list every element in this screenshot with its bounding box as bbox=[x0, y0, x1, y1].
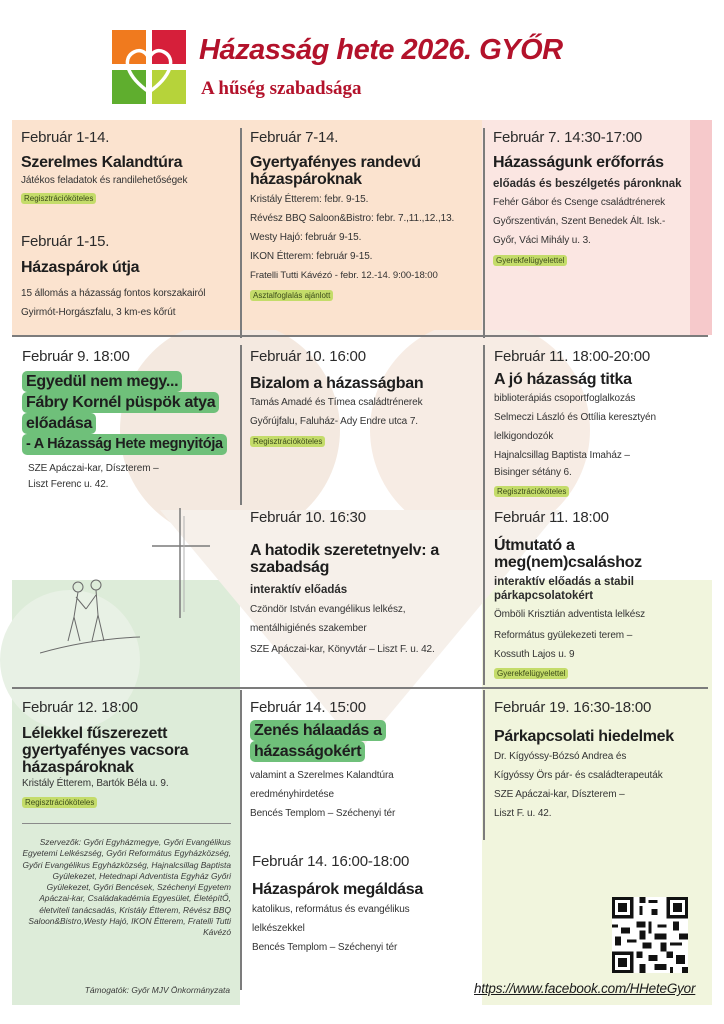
event-card bbox=[493, 129, 713, 268]
event-card bbox=[494, 509, 712, 681]
event-info: Református gyülekezeti terem – bbox=[494, 630, 633, 641]
event-info: SZE Apáczai-kar, Díszterem – bbox=[28, 463, 159, 474]
event-title-line: házasságokért bbox=[250, 741, 365, 762]
event-info: Győr, Váci Mihály u. 3. bbox=[493, 235, 591, 246]
event-date: Február 1-15. bbox=[21, 233, 110, 250]
event-title: Bizalom a házasságban bbox=[250, 375, 424, 392]
tag-badge: Regisztrációköteles bbox=[494, 486, 569, 497]
event-date: Február 11. 18:00-20:00 bbox=[494, 348, 651, 365]
event-info: Révész BBQ Saloon&Bistro: febr. 7.,11.,12.,13. bbox=[250, 213, 455, 224]
cross-icon bbox=[140, 508, 220, 618]
event-subtitle: interaktív előadás bbox=[250, 584, 348, 596]
event-info: Liszt F. u. 42. bbox=[494, 808, 552, 819]
divider bbox=[12, 687, 708, 689]
event-title-line: Fábry Kornél püspök atya bbox=[22, 392, 219, 413]
event-title-line: Zenés hálaadás a bbox=[250, 720, 386, 741]
event-card bbox=[494, 699, 712, 823]
tag-badge: Gyerekfelügyelettel bbox=[494, 668, 568, 679]
event-card bbox=[21, 129, 236, 206]
event-title: Szerelmes Kalandtúra bbox=[21, 154, 183, 171]
event-info: Westy Hajó: február 9-15. bbox=[250, 232, 362, 243]
event-date: Február 10. 16:00 bbox=[250, 348, 366, 365]
event-info: biblioterápiás csoportfoglalkozás bbox=[494, 393, 636, 404]
event-info: Selmeczi László és Ottília keresztyén bbox=[494, 412, 656, 423]
event-card bbox=[494, 348, 712, 499]
event-info: Czöndör István evangélikus lelkész, bbox=[250, 604, 406, 615]
event-title-line: - A Házasság Hete megnyitója bbox=[22, 434, 227, 455]
event-title: Gyertyafényes randevú házaspároknak bbox=[250, 154, 421, 188]
event-card bbox=[22, 348, 240, 492]
event-date: Február 14. 15:00 bbox=[250, 699, 366, 716]
event-date: Február 7-14. bbox=[250, 129, 339, 146]
event-info: katolikus, református és evangélikus bbox=[252, 904, 410, 915]
event-title: Házaspárok útja bbox=[21, 259, 140, 276]
event-info: Tamás Amadé és Tímea családtrénerek bbox=[250, 397, 423, 408]
event-info: Bencés Templom – Széchenyi tér bbox=[252, 942, 398, 953]
event-title: A hatodik szeretetnyelv: a szabadság bbox=[250, 542, 440, 576]
divider bbox=[240, 345, 242, 505]
tag-badge: Asztalfoglalás ajánlott bbox=[250, 290, 333, 301]
event-title: Házaspárok megáldása bbox=[252, 881, 423, 898]
event-card bbox=[22, 699, 237, 810]
qr-code-icon[interactable] bbox=[612, 897, 688, 973]
event-title bbox=[22, 371, 240, 455]
event-info: mentálhigiénés szakember bbox=[250, 623, 367, 634]
event-info: Kristály Étterem: febr. 9-15. bbox=[250, 194, 369, 205]
facebook-link[interactable]: https://www.facebook.com/HHeteGyor bbox=[474, 981, 696, 996]
event-date: Február 12. 18:00 bbox=[22, 699, 138, 716]
event-subtitle: interaktív előadás a stabil párkapcsolatokért bbox=[494, 576, 634, 602]
event-info: Bisinger sétány 6. bbox=[494, 467, 572, 478]
tag-badge: Regisztrációköteles bbox=[22, 797, 97, 808]
event-info: lelkigondozók bbox=[494, 431, 554, 442]
event-date: Február 19. 16:30-18:00 bbox=[494, 699, 652, 716]
event-date: Február 14. 16:00-18:00 bbox=[252, 853, 410, 870]
event-info: Dr. Kígyóssy-Bózsó Andrea és bbox=[494, 751, 627, 762]
event-info: Játékos feladatok és randilehetőségek bbox=[21, 175, 188, 186]
event-card bbox=[21, 233, 236, 322]
event-info: SZE Apáczai-kar, Díszterem – bbox=[494, 789, 625, 800]
divider bbox=[240, 128, 242, 338]
divider bbox=[483, 690, 485, 840]
logo bbox=[112, 30, 188, 104]
event-info: valamint a Szerelmes Kalandtúra bbox=[250, 770, 394, 781]
organizers-list bbox=[22, 823, 231, 939]
event-info: Bencés Templom – Széchenyi tér bbox=[250, 808, 396, 819]
event-date: Február 7. 14:30-17:00 bbox=[493, 129, 643, 146]
event-info: eredményhirdetése bbox=[250, 789, 334, 800]
divider bbox=[483, 128, 485, 338]
page-title: Házasság hete 2026. GYŐR bbox=[199, 34, 563, 66]
divider bbox=[240, 690, 242, 990]
event-date: Február 9. 18:00 bbox=[22, 348, 130, 365]
event-card bbox=[250, 509, 482, 659]
event-date: Február 1-14. bbox=[21, 129, 110, 146]
event-title: Útmutató a meg(nem)csaláshoz bbox=[494, 537, 642, 571]
event-info: IKON Étterem: február 9-15. bbox=[250, 251, 373, 262]
event-title: A jó házasság titka bbox=[494, 371, 632, 388]
tag-badge: Regisztrációköteles bbox=[250, 436, 325, 447]
event-info: SZE Apáczai-kar, Könyvtár – Liszt F. u. 42. bbox=[250, 644, 435, 655]
event-info: Liszt Ferenc u. 42. bbox=[28, 479, 109, 490]
event-info: Kristály Étterem, Bartók Béla u. 9. bbox=[22, 778, 169, 789]
event-card bbox=[250, 129, 482, 303]
event-info: Kígyóssy Örs pár- és családterapeuták bbox=[494, 770, 663, 781]
event-date: Február 11. 18:00 bbox=[494, 509, 609, 526]
event-title-line: Egyedül nem megy... bbox=[22, 371, 182, 392]
event-date: Február 10. 16:30 bbox=[250, 509, 366, 526]
event-info: Kossuth Lajos u. 9 bbox=[494, 649, 575, 660]
divider bbox=[12, 335, 708, 337]
event-title: Házasságunk erőforrás bbox=[493, 154, 664, 171]
organizers-text: Szervezők: Győri Egyházmegye, Győri Evangélikus Egyetemi Lelkészség, Győri Református Egyházközség, Győri Evangélikus Egyházközség, Hajnalcsillag Baptista Gyülekezet, Hetednapi Adventista Egyház Győri Gyülekezet, Győri Bencések, Széchenyi Egyetem Apáczai-kar, Családakadémia Egyesület, ÉletépítŐ, életviteli tanácsadás, Kristály Étterem, Révész BBQ Saloon&Bistro,Westy Hajó, IKON Étterem, Fratelli Tutti Kávézó bbox=[22, 837, 231, 938]
tag-badge: Regisztrációköteles bbox=[21, 193, 96, 204]
event-info: Győrújfalu, Faluház- Ady Endre utca 7. bbox=[250, 416, 418, 427]
divider bbox=[483, 345, 485, 685]
event-card bbox=[252, 853, 484, 957]
event-info: Hajnalcsillag Baptista Imaház – bbox=[494, 450, 630, 461]
tag-badge: Gyerekfelügyelettel bbox=[493, 255, 567, 266]
page-subtitle: A hűség szabadsága bbox=[201, 78, 362, 99]
event-title: Lélekkel fűszerezett gyertyafényes vacsora házaspároknak bbox=[22, 725, 189, 776]
walking-couple-illustration bbox=[40, 575, 140, 655]
event-card bbox=[250, 699, 482, 823]
event-info: Győrszentiván, Szent Benedek Ált. Isk.- bbox=[493, 216, 666, 227]
supporters-text: Támogatók: Győr MJV Önkormányzata bbox=[84, 985, 230, 995]
event-card bbox=[250, 348, 482, 449]
event-info: lelkészekkel bbox=[252, 923, 305, 934]
event-info: Fratelli Tutti Kávézó - febr. 12.-14. 9:00-18:00 bbox=[250, 270, 438, 281]
event-info: Ömböli Krisztián adventista lelkész bbox=[494, 609, 646, 620]
event-info: 15 állomás a házasság fontos korszakairól bbox=[21, 288, 206, 299]
event-title bbox=[250, 720, 482, 762]
event-info: Fehér Gábor és Csenge családtrénerek bbox=[493, 197, 666, 208]
event-title: Párkapcsolati hiedelmek bbox=[494, 728, 674, 745]
event-title-line: előadása bbox=[22, 413, 96, 434]
event-subtitle: előadás és beszélgetés páronknak bbox=[493, 178, 682, 190]
event-info: Gyirmót-Horgászfalu, 3 km-es kőrút bbox=[21, 307, 176, 318]
